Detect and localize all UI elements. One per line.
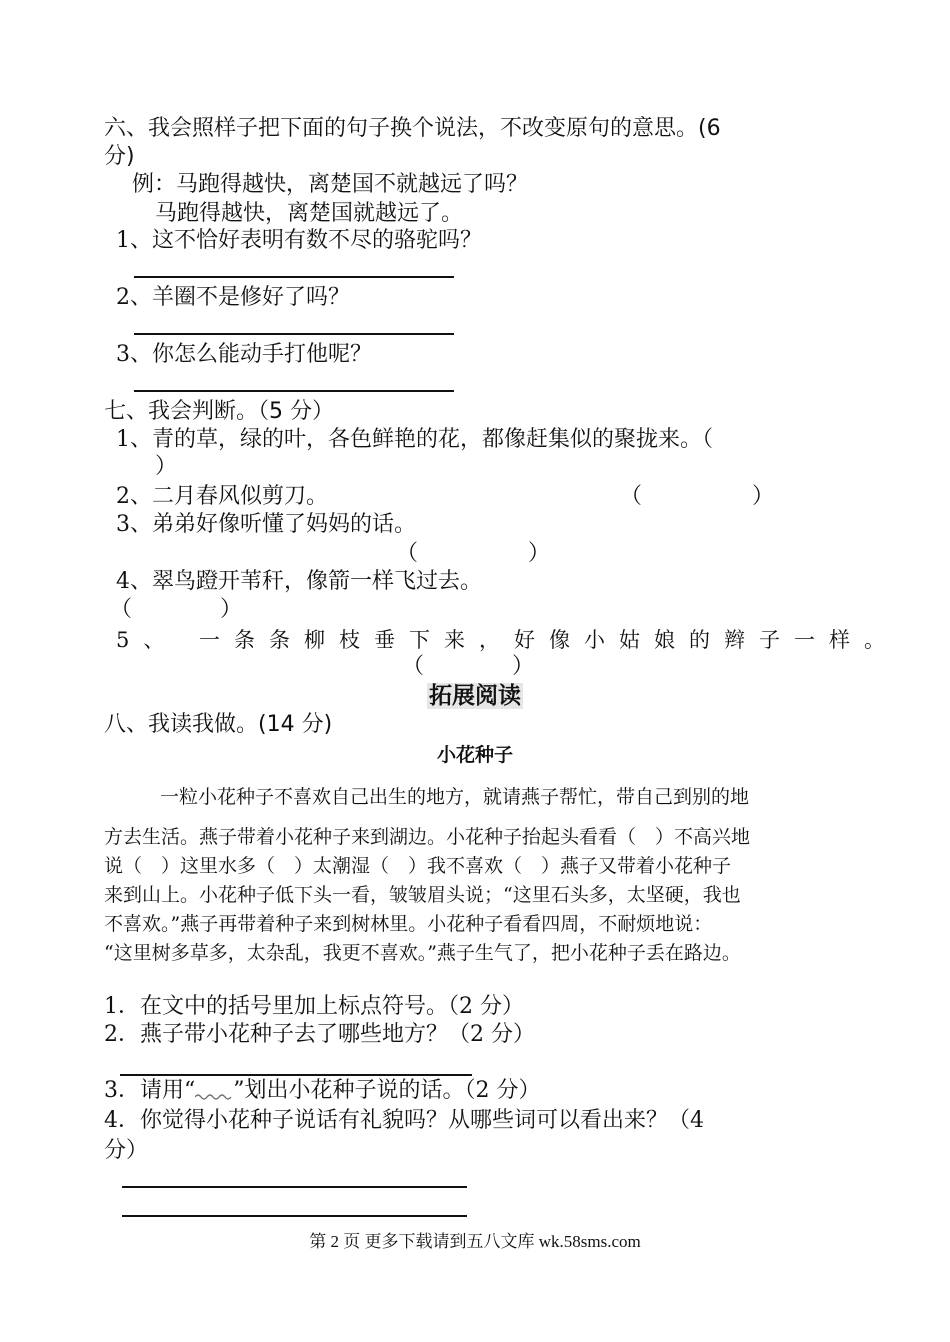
- page-footer: 第 2 页 更多下载请到五八文库 wk.58sms.com: [309, 1232, 641, 1251]
- section-7-item-1-cont: ）: [155, 454, 178, 479]
- example-question: 例：马跑得越快，离楚国不就越远了吗？: [132, 172, 529, 197]
- answer-line[interactable]: [134, 333, 454, 335]
- story-title: 小花种子: [436, 744, 513, 766]
- section-7-item-4: 4、翠鸟蹬开苇秆，像箭一样飞过去。: [116, 569, 482, 594]
- section-7-item-5: 5、 一条条柳枝垂下来，好像小姑娘的辫子一样。: [116, 628, 900, 652]
- judge-bracket[interactable]: （ ）: [402, 654, 535, 679]
- question-4-cont: 分）: [104, 1138, 149, 1163]
- story-line: 不喜欢。”燕子再带着种子来到树林里。小花种子看看四周，不耐烦地说：: [104, 913, 713, 935]
- section-6-item-2: 2、羊圈不是修好了吗？: [116, 285, 350, 310]
- section-7-item-2: 2、二月春风似剪刀。: [116, 484, 328, 509]
- question-2: 2．燕子带小花种子去了哪些地方？（2 分）: [104, 1022, 535, 1047]
- section-6-title-cont: 分): [104, 144, 135, 169]
- judge-bracket[interactable]: （ ）: [396, 541, 551, 566]
- story-line: “这里树多草多，太杂乱，我更不喜欢。”燕子生气了，把小花种子丢在路边。: [104, 942, 741, 964]
- story-line: 来到山上。小花种子低下头一看，皱皱眉头说；“这里石头多，太坚硬，我也: [104, 884, 741, 906]
- question-3-pre: 3．请用“: [104, 1078, 196, 1103]
- story-line: 说（ ）这里水多（ ）太潮湿（ ）我不喜欢（ ）燕子又带着小花种子: [104, 855, 732, 877]
- section-7-item-3: 3、弟弟好像听懂了妈妈的话。: [116, 512, 416, 537]
- question-3: [104, 1078, 541, 1104]
- answer-line[interactable]: [120, 1074, 472, 1076]
- question-3-post: ”划出小花种子说的话。（2 分）: [233, 1078, 541, 1103]
- judge-bracket[interactable]: （ ）: [620, 484, 775, 509]
- answer-line[interactable]: [134, 390, 454, 392]
- answer-line[interactable]: [122, 1186, 467, 1188]
- question-1: 1．在文中的括号里加上标点符号。（2 分）: [104, 994, 524, 1019]
- section-7-title: 七、我会判断。（5 分）: [104, 399, 334, 424]
- section-6-item-3: 3、你怎么能动手打他呢？: [116, 342, 372, 367]
- reading-heading-text: 拓展阅读: [429, 683, 521, 709]
- story-line: 方去生活。燕子带着小花种子来到湖边。小花种子抬起头看看（ ）不高兴地: [104, 826, 751, 848]
- section-7-item-1: 1、青的草，绿的叶，各色鲜艳的花，都像赶集似的聚拢来。（: [116, 427, 713, 452]
- section-8-title: 八、我读我做。(14 分): [104, 712, 333, 737]
- judge-bracket[interactable]: （ ）: [110, 597, 243, 622]
- example-answer: 马跑得越快，离楚国就越远了。: [155, 201, 464, 226]
- answer-line[interactable]: [122, 1215, 467, 1217]
- section-6-item-1: 1、这不恰好表明有数不尽的骆驼吗？: [116, 228, 482, 253]
- answer-line[interactable]: [134, 276, 454, 278]
- reading-heading: [0, 682, 950, 710]
- wavy-underline-icon: [195, 1091, 233, 1101]
- section-6-title: 六、我会照样子把下面的句子换个说法，不改变原句的意思。(6: [104, 116, 721, 141]
- question-4: 4．你觉得小花种子说话有礼貌吗？从哪些词可以看出来？（4: [104, 1108, 704, 1133]
- story-line: 一粒小花种子不喜欢自己出生的地方，就请燕子帮忙，带自己到别的地: [160, 786, 750, 808]
